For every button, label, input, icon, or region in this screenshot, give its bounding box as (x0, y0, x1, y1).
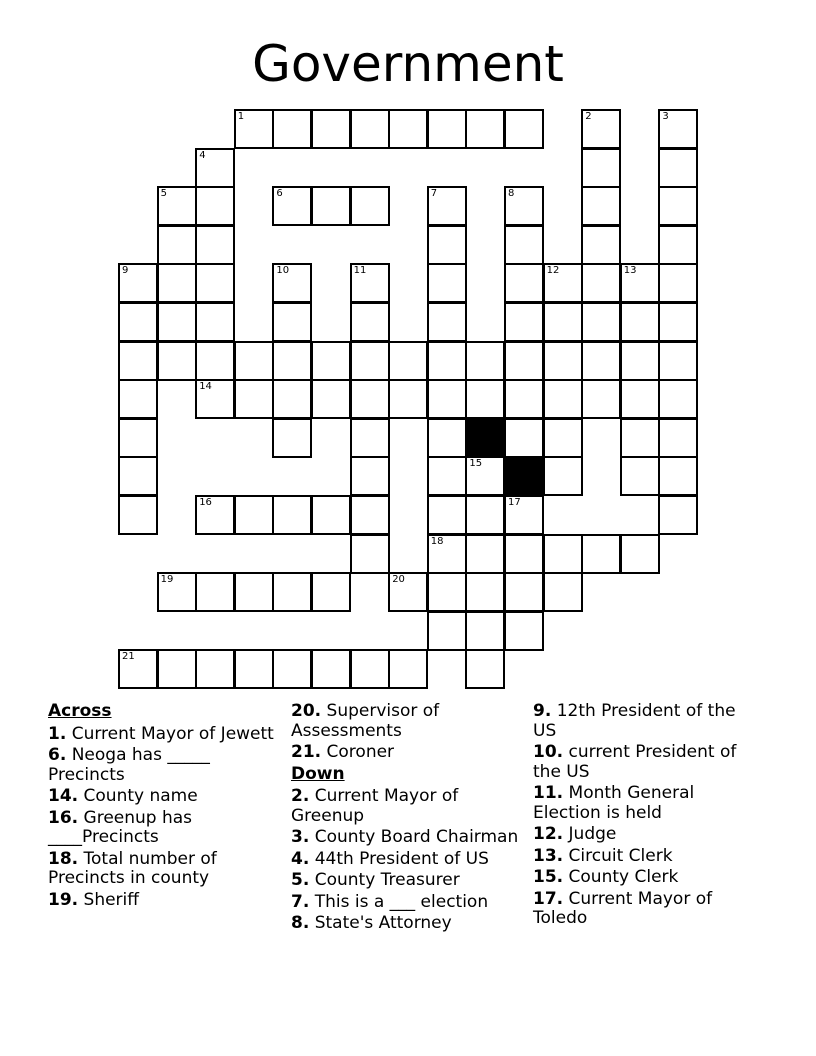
grid-cell[interactable] (311, 379, 351, 419)
grid-cell[interactable] (157, 263, 197, 303)
clue-down-2: 2. Current Mayor of Greenup (291, 786, 459, 826)
grid-cell[interactable] (350, 495, 390, 535)
clue-down-4: 4. 44th President of US (291, 848, 489, 869)
grid-cell[interactable] (234, 341, 274, 381)
cell-number: 1 (237, 111, 245, 122)
grid-cell[interactable] (620, 341, 660, 381)
cell-number: 19 (160, 574, 174, 586)
grid-cell[interactable] (504, 611, 544, 651)
cell-number: 6 (276, 188, 283, 200)
grid-cell[interactable] (157, 186, 197, 226)
grid-cell[interactable] (427, 341, 467, 381)
grid-cell[interactable] (311, 649, 351, 689)
grid-cell[interactable] (658, 418, 698, 458)
grid-cell[interactable] (427, 611, 467, 651)
grid-cell[interactable] (195, 302, 235, 342)
grid-cell[interactable] (465, 341, 505, 381)
cell-number: 9 (122, 265, 129, 277)
cell-number: 21 (122, 651, 135, 663)
grid-cell[interactable] (581, 225, 621, 265)
grid-cell[interactable] (350, 109, 390, 149)
grid-cell[interactable] (388, 379, 428, 419)
grid-cell[interactable] (427, 109, 467, 149)
grid-cell[interactable] (543, 341, 583, 381)
grid-cell[interactable] (118, 418, 158, 458)
black-square (465, 418, 505, 458)
cell-number: 14 (199, 381, 212, 393)
clue-down-17: 17. Current Mayor of Toledo (533, 888, 713, 928)
grid-cell[interactable] (272, 109, 312, 149)
grid-cell[interactable] (388, 572, 428, 612)
grid-cell[interactable] (311, 341, 351, 381)
grid-cell[interactable] (388, 109, 428, 149)
grid-cell[interactable] (272, 341, 312, 381)
grid-cell[interactable] (118, 263, 158, 303)
grid-cell[interactable] (658, 341, 698, 381)
grid-cell[interactable] (465, 611, 505, 651)
grid-cell[interactable] (620, 418, 660, 458)
grid-cell[interactable] (234, 495, 274, 535)
across-heading: Across (48, 701, 112, 721)
clue-across-16: 16. Greenup has ____Precincts (48, 807, 193, 847)
grid-cell[interactable] (195, 572, 235, 612)
grid-cell[interactable] (350, 418, 390, 458)
cell-number: 12 (546, 265, 560, 277)
grid-cell[interactable] (350, 341, 390, 381)
clue-across-6: 6. Neoga has _____ Precincts (48, 745, 210, 785)
grid-cell[interactable] (658, 186, 698, 226)
grid-cell[interactable] (620, 302, 660, 342)
grid-cell[interactable] (543, 418, 583, 458)
grid-cell[interactable] (427, 225, 467, 265)
grid-cell[interactable] (658, 456, 698, 496)
grid-cell[interactable] (388, 649, 428, 689)
grid-cell[interactable] (195, 186, 235, 226)
cell-number: 7 (430, 188, 438, 200)
black-square (504, 456, 544, 496)
grid-cell[interactable] (272, 302, 312, 342)
cell-number: 16 (199, 497, 212, 508)
clue-down-13: 13. Circuit Clerk (533, 845, 673, 866)
grid-cell[interactable] (350, 302, 390, 342)
grid-cell[interactable] (504, 225, 544, 265)
grid-cell[interactable] (658, 225, 698, 265)
grid-cell[interactable] (350, 456, 390, 496)
grid-cell[interactable] (504, 186, 544, 226)
grid-cell[interactable] (427, 572, 467, 612)
clue-across-19: 19. Sheriff (48, 889, 139, 910)
grid-cell[interactable] (581, 379, 621, 419)
grid-cell[interactable] (543, 302, 583, 342)
grid-cell[interactable] (465, 456, 505, 496)
grid-cell[interactable] (118, 302, 158, 342)
clue-across-14: 14. County name (48, 786, 198, 806)
grid-cell[interactable] (504, 109, 544, 149)
grid-cell[interactable] (118, 341, 158, 381)
grid-cell[interactable] (118, 456, 158, 496)
grid-cell[interactable] (234, 572, 274, 612)
grid-cell[interactable] (427, 263, 467, 303)
cell-number: 20 (392, 574, 405, 586)
clue-across-1: 1. Current Mayor of Jewett (48, 723, 274, 744)
cell-number: 18 (430, 535, 444, 547)
grid-cell[interactable] (658, 263, 698, 303)
grid-cell[interactable] (504, 341, 544, 381)
grid-cell[interactable] (465, 534, 505, 574)
grid-cell[interactable] (543, 263, 583, 303)
grid-cell[interactable] (157, 225, 197, 265)
cell-number: 13 (623, 265, 637, 277)
cell-number: 10 (276, 265, 290, 277)
grid-cell[interactable] (581, 534, 621, 574)
down-heading: Down (291, 763, 345, 784)
clue-across-21: 21. Coroner (291, 742, 395, 762)
grid-cell[interactable] (272, 418, 312, 458)
grid-cell[interactable] (581, 302, 621, 342)
grid-cell[interactable] (234, 109, 274, 149)
grid-cell[interactable] (465, 649, 505, 689)
grid-cell[interactable] (311, 495, 351, 535)
grid-cell[interactable] (311, 572, 351, 612)
grid-cell[interactable] (157, 302, 197, 342)
grid-cell[interactable] (272, 572, 312, 612)
clue-column-1 (48, 702, 278, 912)
grid-cell[interactable] (543, 456, 583, 496)
grid-cell[interactable] (504, 302, 544, 342)
grid-cell[interactable] (620, 456, 660, 496)
clue-down-11: 11. Month General Election is held (533, 783, 695, 823)
grid-cell[interactable] (427, 379, 467, 419)
cell-number: 5 (160, 188, 167, 200)
puzzle-title: Government (252, 35, 564, 93)
cell-number: 2 (585, 111, 592, 122)
grid-cell[interactable] (157, 649, 197, 689)
grid-cell[interactable] (195, 649, 235, 689)
grid-cell[interactable] (350, 379, 390, 419)
grid-cell[interactable] (234, 649, 274, 689)
clue-down-3: 3. County Board Chairman (291, 827, 519, 847)
grid-cell[interactable] (543, 379, 583, 419)
clue-across-20: 20. Supervisor of Assessments (291, 701, 440, 741)
grid-cell[interactable] (658, 109, 698, 149)
grid-cell[interactable] (465, 109, 505, 149)
grid-cell[interactable] (504, 379, 544, 419)
grid-cell[interactable] (581, 148, 621, 188)
grid-cell[interactable] (234, 379, 274, 419)
grid-cell[interactable] (195, 495, 235, 535)
clue-down-8: 8. State's Attorney (291, 913, 452, 933)
grid-cell[interactable] (620, 534, 660, 574)
grid-cell[interactable] (118, 495, 158, 535)
grid-cell[interactable] (620, 379, 660, 419)
clue-across-18: 18. Total number of Precincts in county (48, 848, 217, 888)
clue-down-9: 9. 12th President of the US (533, 701, 736, 741)
clue-down-5: 5. County Treasurer (291, 870, 460, 890)
grid-cell[interactable] (465, 379, 505, 419)
grid-cell[interactable] (427, 456, 467, 496)
grid-cell[interactable] (272, 649, 312, 689)
grid-cell[interactable] (427, 418, 467, 458)
grid-cell[interactable] (118, 649, 158, 689)
cell-number: 15 (469, 458, 483, 470)
grid-cell[interactable] (543, 534, 583, 574)
grid-cell[interactable] (195, 341, 235, 381)
grid-cell[interactable] (504, 263, 544, 303)
grid-cell[interactable] (427, 302, 467, 342)
clue-column-2 (291, 702, 521, 936)
grid-cell[interactable] (272, 263, 312, 303)
grid-cell[interactable] (311, 186, 351, 226)
grid-cell[interactable] (350, 186, 390, 226)
grid-cell[interactable] (311, 109, 351, 149)
clue-down-15: 15. County Clerk (533, 867, 679, 887)
clue-down-10: 10. current President of the US (533, 742, 737, 782)
grid-cell[interactable] (581, 263, 621, 303)
grid-cell[interactable] (272, 379, 312, 419)
grid-cell[interactable] (350, 534, 390, 574)
grid-cell[interactable] (157, 341, 197, 381)
grid-cell[interactable] (118, 379, 158, 419)
grid-cell[interactable] (620, 263, 660, 303)
grid-cell[interactable] (658, 495, 698, 535)
grid-cell[interactable] (350, 649, 390, 689)
grid-cell[interactable] (581, 186, 621, 226)
grid-cell[interactable] (272, 495, 312, 535)
cell-number: 11 (353, 265, 367, 277)
cell-number: 4 (199, 149, 206, 161)
grid-cell[interactable] (581, 341, 621, 381)
grid-cell[interactable] (658, 302, 698, 342)
grid-cell[interactable] (658, 148, 698, 188)
grid-cell[interactable] (658, 379, 698, 419)
cell-number: 3 (662, 111, 669, 122)
grid-cell[interactable] (504, 572, 544, 612)
cell-number: 17 (508, 497, 521, 508)
grid-cell[interactable] (504, 534, 544, 574)
cell-number: 8 (508, 188, 515, 200)
grid-cell[interactable] (427, 534, 467, 574)
grid-cell[interactable] (581, 109, 621, 149)
grid-cell[interactable] (272, 186, 312, 226)
grid-cell[interactable] (388, 341, 428, 381)
grid-cell[interactable] (157, 572, 197, 612)
grid-cell[interactable] (195, 379, 235, 419)
clue-down-7: 7. This is a ___ election (291, 891, 489, 912)
clue-column-3 (533, 702, 763, 931)
grid-cell[interactable] (504, 495, 544, 535)
grid-cell[interactable] (427, 186, 467, 226)
clue-down-12: 12. Judge (533, 824, 617, 844)
grid-cell[interactable] (350, 263, 390, 303)
grid-cell[interactable] (195, 148, 235, 188)
grid-cell[interactable] (465, 572, 505, 612)
grid-cell[interactable] (195, 225, 235, 265)
grid-cell[interactable] (427, 495, 467, 535)
grid-cell[interactable] (465, 495, 505, 535)
grid-cell[interactable] (543, 572, 583, 612)
grid-cell[interactable] (195, 263, 235, 303)
grid-cell[interactable] (504, 418, 544, 458)
